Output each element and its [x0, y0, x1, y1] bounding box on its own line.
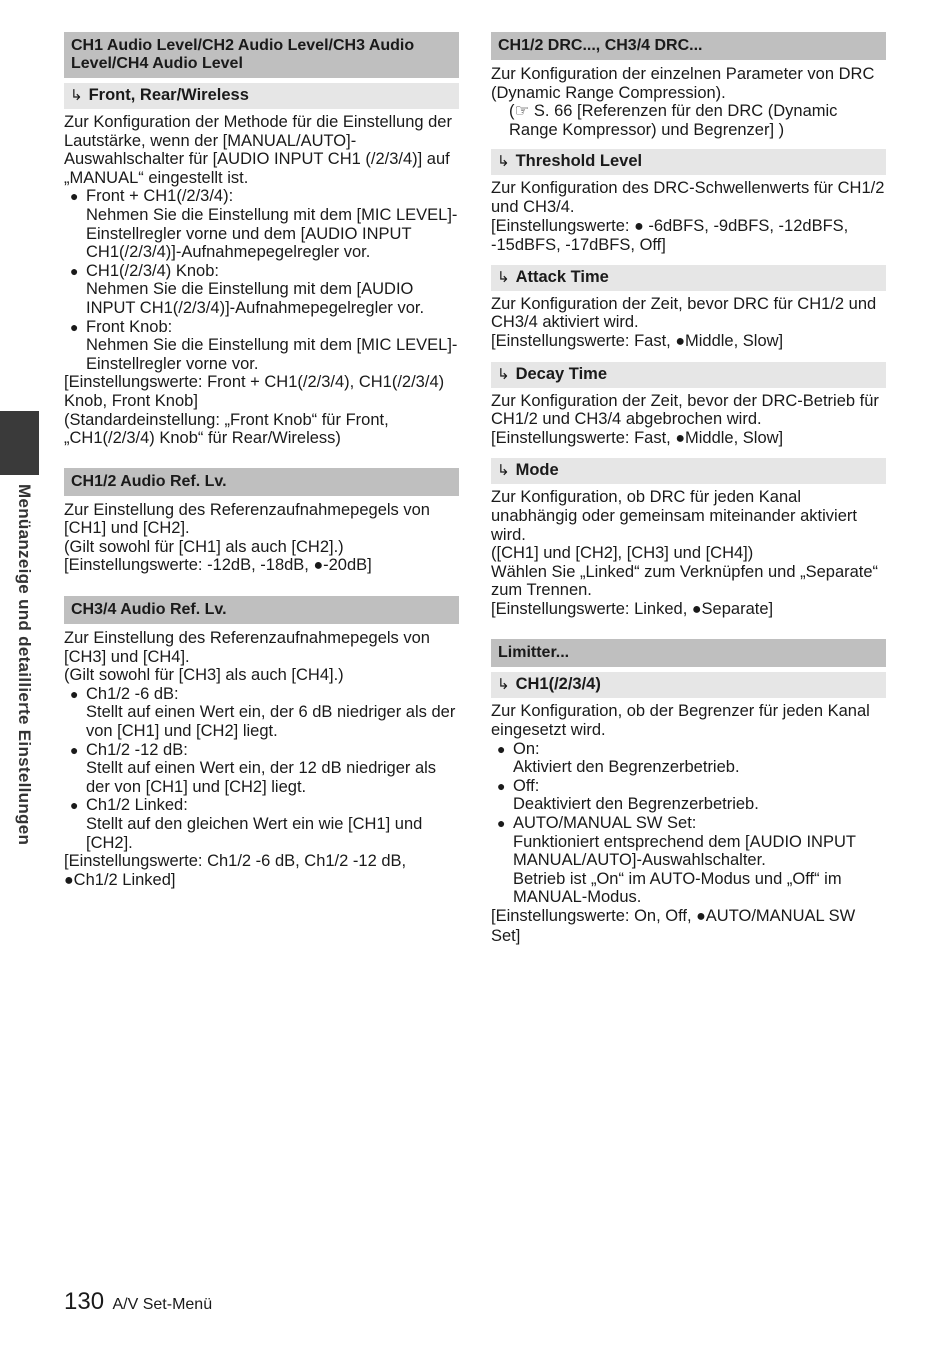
arrow-icon: ↳ — [497, 462, 510, 480]
right-column — [491, 32, 886, 945]
bullet-text: Funktioniert entsprechend dem [AUDIO INPUT MANUAL/AUTO]-Auswahlschalter. — [513, 832, 856, 870]
bullet-item — [64, 318, 459, 374]
bullet-text: Nehmen Sie die Einstellung mit dem [MIC LEVEL]-Einstellregler vorne vor. — [86, 336, 458, 373]
section-header-limitter: Limitter... — [491, 639, 886, 667]
bullet-icon: ● — [70, 685, 79, 702]
values-text: -6dBFS, -9dBFS, -12dBFS, -15dBFS, -17dBFS, Off] — [491, 216, 849, 255]
values-text: Middle, Slow] — [685, 331, 784, 350]
paragraph: Zur Konfiguration der Methode für die Einstellung der Lautstärke, wenn der [MANUAL/AUTO]-Auswahlschalter für [AUDIO INPUT CH1 (/2/3/4)] auf „MANUAL“ eingestellt ist. — [64, 113, 452, 187]
arrow-icon: ↳ — [497, 153, 510, 171]
bullet-icon: ● — [497, 777, 506, 794]
bullet-head: On: — [513, 739, 540, 758]
paragraph: Zur Konfiguration der Zeit, bevor der DRC-Betrieb für CH1/2 und CH3/4 abgebrochen wird. — [491, 391, 879, 429]
bullet-head: AUTO/MANUAL SW Set: — [513, 814, 697, 833]
bullet-head: Front Knob: — [86, 317, 173, 336]
values-text: [Einstellungswerte: Ch1/2 -6 dB, Ch1/2 -12 dB, — [64, 852, 407, 871]
default-marker-icon: ● — [675, 332, 685, 350]
default-marker-icon: ● — [64, 871, 74, 889]
page-footer — [64, 1288, 212, 1316]
bullet-icon: ● — [497, 815, 506, 832]
settings-values — [491, 907, 886, 945]
bullet-icon: ● — [70, 188, 79, 205]
bullet-item — [64, 796, 459, 852]
values-text: [Einstellungswerte: -12dB, -18dB, — [64, 556, 314, 575]
bullet-icon: ● — [70, 262, 79, 279]
values-text: [Einstellungswerte: Fast, — [491, 331, 676, 350]
paragraph: Zur Konfiguration, ob der Begrenzer für jeden Kanal eingesetzt wird. — [491, 702, 870, 740]
bullet-head: Ch1/2 Linked: — [86, 796, 188, 815]
bullet-item — [64, 187, 459, 261]
values-text: [Einstellungswerte: Fast, — [491, 428, 676, 447]
bullet-text: Deaktiviert den Begrenzerbetrieb. — [513, 795, 759, 814]
paragraph: Zur Konfiguration des DRC-Schwellenwerts für CH1/2 und CH3/4. — [491, 179, 885, 216]
bullet-text: Stellt auf den gleichen Wert ein wie [CH1] und [CH2]. — [86, 815, 423, 852]
subheader-label: Mode — [515, 461, 559, 480]
page-number: 130 — [64, 1288, 105, 1315]
paragraph: Zur Konfiguration, ob DRC für jeden Kanal unabhängig oder gemeinsam miteinander aktiviert wird. — [491, 488, 857, 544]
bullet-head: Off: — [513, 776, 540, 795]
arrow-icon: ↳ — [497, 365, 510, 383]
default-setting: (Standardeinstellung: „Front Knob“ für Front, „CH1(/2/3/4) Knob“ für Rear/Wireless) — [64, 410, 389, 448]
page-reference: (☞ S. 66 [Referenzen für den DRC (Dynamic Range Kompressor) und Begrenzer] ) — [509, 102, 838, 139]
default-marker-icon: ● — [696, 908, 706, 925]
subheader-attack — [491, 265, 886, 291]
values-text: -20dB] — [323, 556, 372, 575]
default-marker-icon: ● — [691, 600, 702, 618]
bullet-item — [491, 777, 886, 814]
side-section-label: Menüanzeige und detaillierte Einstellungen — [15, 484, 34, 846]
side-tab-marker — [0, 411, 39, 475]
footer-section-label: A/V Set-Menü — [112, 1296, 213, 1313]
section-header-ch12-ref: CH1/2 Audio Ref. Lv. — [64, 468, 459, 496]
arrow-icon: ↳ — [497, 268, 510, 286]
values-text: Middle, Slow] — [685, 428, 784, 447]
bullet-icon: ● — [70, 318, 79, 335]
arrow-icon: ↳ — [70, 87, 83, 104]
settings-values — [64, 852, 459, 890]
reference-hand-icon: ☞ — [514, 102, 530, 121]
paragraph: Zur Einstellung des Referenzaufnahmepegels von [CH3] und [CH4]. — [64, 629, 430, 666]
subheader-label: CH1(/2/3/4) — [515, 675, 601, 694]
subheader-threshold — [491, 149, 886, 175]
paragraph: Zur Konfiguration der Zeit, bevor DRC für CH1/2 und CH3/4 aktiviert wird. — [491, 294, 877, 332]
bullet-icon: ● — [70, 797, 79, 814]
arrow-icon: ↳ — [497, 676, 510, 694]
settings-values — [491, 429, 886, 449]
left-column — [64, 32, 459, 890]
values-text: Ch1/2 Linked] — [73, 870, 176, 889]
bullet-text: Aktiviert den Begrenzerbetrieb. — [513, 758, 740, 777]
default-marker-icon: ● — [675, 429, 685, 447]
subheader-front-rear — [64, 83, 459, 109]
subheader-label: Decay Time — [515, 364, 607, 383]
values-text: [Einstellungswerte: Linked, — [491, 599, 692, 618]
bullet-item — [491, 740, 886, 777]
bullet-head: Ch1/2 -12 dB: — [86, 740, 188, 759]
paragraph: Wählen Sie „Linked“ zum Verknüpfen und „Separate“ zum Trennen. — [491, 562, 879, 600]
paragraph: (Gilt sowohl für [CH1] als auch [CH2].) — [64, 537, 344, 556]
values-text: [Einstellungswerte: — [491, 216, 635, 235]
bullet-item — [64, 262, 459, 318]
settings-values: [Einstellungswerte: Front + CH1(/2/3/4), CH1(/2/3/4) Knob, Front Knob] — [64, 373, 445, 410]
subheader-label: Attack Time — [515, 267, 609, 286]
bullet-item — [491, 814, 886, 907]
paragraph: ([CH1] und [CH2], [CH3] und [CH4]) — [491, 544, 754, 563]
default-marker-icon: ● — [313, 557, 324, 575]
bullet-text: Nehmen Sie die Einstellung mit dem [MIC LEVEL]-Einstellregler vorne und dem [AUDIO INPUT CH1(/2/3/4)]-Aufnahmepegelregler vor. — [86, 205, 458, 262]
subheader-label: Threshold Level — [515, 152, 643, 171]
bullet-icon: ● — [70, 741, 79, 758]
bullet-text: Nehmen Sie die Einstellung mit dem [AUDIO INPUT CH1(/2/3/4)]-Aufnahmepegelregler vor. — [86, 280, 425, 317]
settings-values — [491, 332, 886, 352]
values-text: Separate] — [701, 599, 774, 618]
settings-values — [64, 556, 459, 576]
subheader-label: Front, Rear/Wireless — [88, 86, 249, 104]
bullet-head: Ch1/2 -6 dB: — [86, 684, 179, 703]
paragraph: Zur Konfiguration der einzelnen Parameter von DRC (Dynamic Range Compression). — [491, 65, 875, 102]
section-header-drc: CH1/2 DRC..., CH3/4 DRC... — [491, 32, 886, 60]
paragraph: (Gilt sowohl für [CH3] als auch [CH4].) — [64, 666, 344, 685]
subheader-ch1 — [491, 672, 886, 698]
settings-values — [491, 600, 886, 620]
bullet-icon: ● — [497, 740, 506, 757]
subheader-decay — [491, 362, 886, 388]
bullet-text: Betrieb ist „On“ im AUTO-Modus und „Off“ im MANUAL-Modus. — [513, 869, 842, 907]
default-marker-icon: ● — [634, 217, 644, 235]
bullet-text: Stellt auf einen Wert ein, der 6 dB niedriger als der von [CH1] und [CH2] liegt. — [86, 703, 456, 741]
section-header-audio-level: CH1 Audio Level/CH2 Audio Level/CH3 Audio Level/CH4 Audio Level — [64, 32, 459, 78]
values-text: [Einstellungswerte: On, Off, — [491, 907, 697, 925]
bullet-item — [64, 741, 459, 797]
bullet-head: CH1(/2/3/4) Knob: — [86, 261, 219, 280]
section-header-ch34-ref: CH3/4 Audio Ref. Lv. — [64, 596, 459, 624]
values-text: AUTO/MANUAL SW Set] — [491, 907, 856, 945]
reference-text: S. 66 [Referenzen für den DRC (Dynamic Range Kompressor) und Begrenzer] ) — [509, 102, 838, 139]
bullet-text: Stellt auf einen Wert ein, der 12 dB niedriger als der von [CH1] und [CH2] liegt. — [86, 759, 437, 796]
settings-values — [491, 217, 886, 255]
paragraph: Zur Einstellung des Referenzaufnahmepegels von [CH1] und [CH2]. — [64, 500, 430, 538]
bullet-head: Front + CH1(/2/3/4): — [86, 187, 234, 206]
bullet-item — [64, 685, 459, 741]
subheader-mode — [491, 458, 886, 484]
